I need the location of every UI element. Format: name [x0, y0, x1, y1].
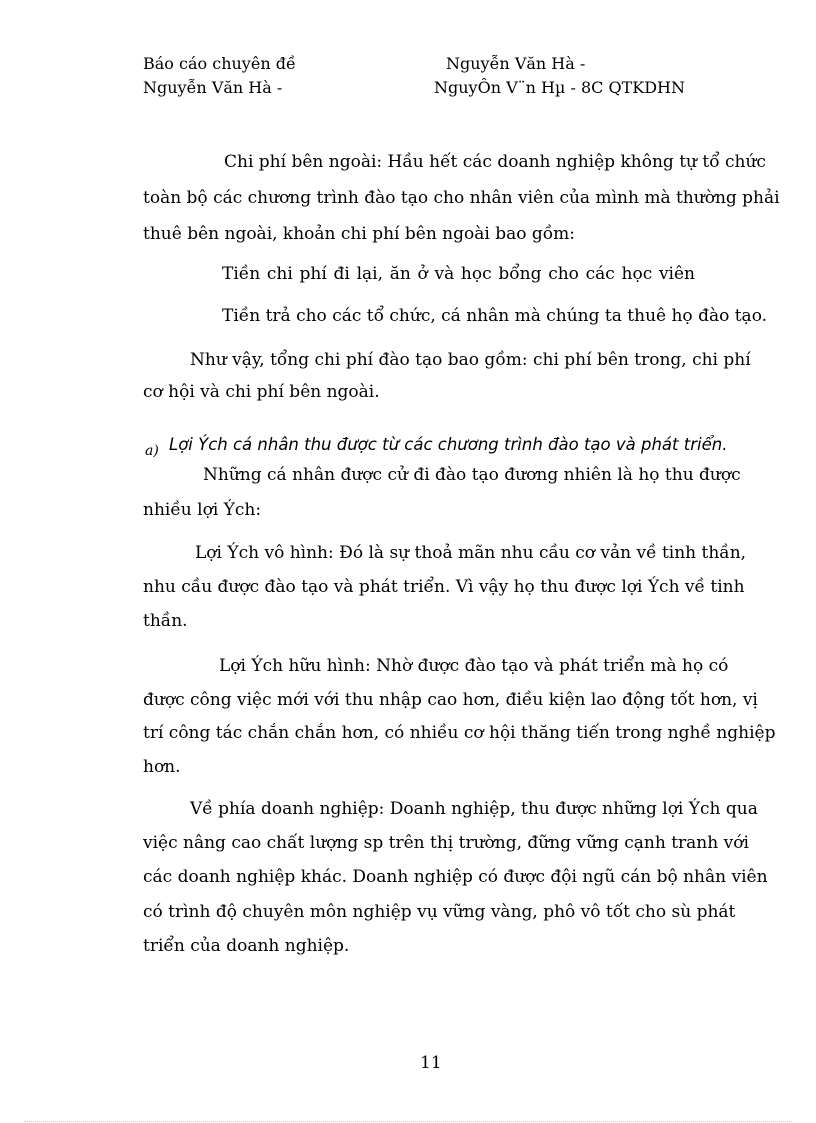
header-author-right: Nguyễn Văn Hà - — [446, 54, 586, 73]
text-line: thuê bên ngoài, khoản chi phí bên ngoài bao gồm: — [143, 224, 576, 244]
text-line: các doanh nghiệp khác. Doanh nghiệp có được đội ngũ cán bộ nhân viên — [143, 867, 768, 887]
cost-item-trainers: Tiền trả cho các tổ chức, cá nhân mà chúng ta thuê họ đào tạo. — [222, 306, 768, 326]
text-line: việc nâng cao chất lượng sp trên thị trường, đững vững cạnh tranh với — [143, 833, 749, 853]
text-line: Những cá nhân được cử đi đào tạo đương nhiên là họ thu được — [203, 465, 741, 485]
text-line: cơ hội và chi phí bên ngoài. — [143, 382, 380, 402]
text-line: nhu cầu được đào tạo và phát triển. Vì vậy họ thu được lợi Ých về tinh — [143, 577, 745, 597]
text-line: Lợi Ých hữu hình: Nhờ được đào tạo và phát triển mà họ có — [219, 656, 729, 676]
text-line: nhiều lợi Ých: — [143, 500, 262, 520]
text-line: có trình độ chuyên môn nghiệp vụ vững vàng, phô vô tốt cho sù phát — [143, 902, 736, 922]
text-line: Về phía doanh nghiệp: Doanh nghiệp, thu được những lợi Ých qua — [190, 799, 758, 819]
section-marker: a) — [145, 443, 159, 459]
text-line: Lợi Ých vô hình: Đó là sự thoả mãn nhu cầu cơ vản về tinh thần, — [195, 543, 747, 563]
section-title: Lợi Ých cá nhân thu được từ các chương trình đào tạo và phát triển. — [169, 435, 728, 454]
text-line: trí công tác chắn chắn hơn, có nhiều cơ hội thăng tiến trong nghề nghiệp — [143, 723, 776, 743]
header-author-left: Nguyễn Văn Hà - — [143, 78, 283, 97]
text-line: triển của doanh nghiệp. — [143, 936, 350, 956]
text-line: được công việc mới với thu nhập cao hơn, điều kiện lao động tốt hơn, vị — [143, 690, 758, 710]
text-line: hơn. — [143, 757, 181, 777]
text-line: thần. — [143, 611, 188, 631]
text-line: Như vậy, tổng chi phí đào tạo bao gồm: chi phí bên trong, chi phí — [190, 350, 751, 370]
text-line: Chi phí bên ngoài: Hầu hết các doanh nghiệp không tự tổ chức — [224, 152, 766, 172]
header-report-title: Báo cáo chuyên đề — [143, 54, 296, 73]
page-number: 11 — [420, 1053, 442, 1073]
footer-divider — [24, 1121, 792, 1122]
cost-item-travel: Tiền chi phí đi lại, ăn ở và học bổng cho các học viên — [222, 264, 695, 284]
text-line: toàn bộ các chương trình đào tạo cho nhân viên của mình mà thường phải — [143, 188, 780, 208]
header-author-class: NguyÔn V¨n Hµ - 8C QTKDHN — [434, 78, 685, 97]
